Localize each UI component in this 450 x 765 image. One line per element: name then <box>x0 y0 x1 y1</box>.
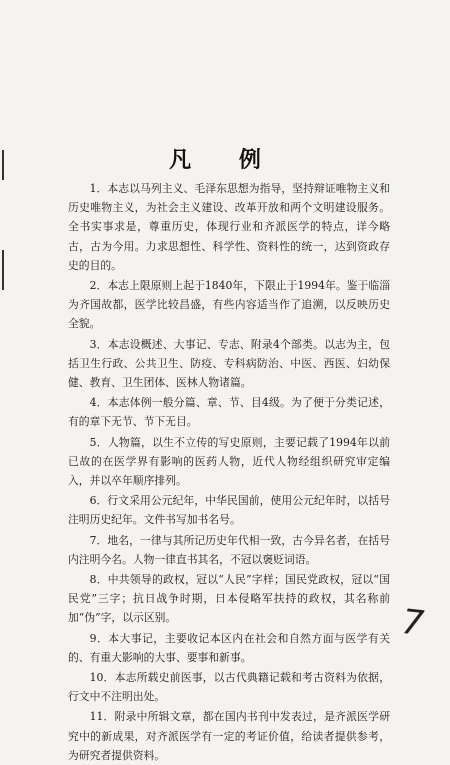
paragraph-6: 6．行文采用公元纪年，中华民国前，使用公元纪年时，以括号注明历史纪年。文件书写加书名号。 <box>68 494 390 527</box>
paragraph-8: 8．中共领导的政权，冠以“人民”字样；国民党政权，冠以“国民党”三字；抗日战争时期，日本侵略军扶持的政权，其名称前加“伪”字，以示区别。 <box>68 573 390 625</box>
paragraph-7: 7．地名，一律与其所记历史年代相一致，古今异名者，在括号内注明今名。人物一律直书其名，不冠以褒贬词语。 <box>68 533 390 566</box>
paragraph-2: 2．本志上限原则上起于1840年，下限止于1994年。鉴于临淄为齐国故都，医学比较昌盛，有些内容适当作了追溯，以反映历史全貌。 <box>68 279 390 331</box>
paragraph-1: 1．本志以马列主义、毛泽东思想为指导，坚持辩证唯物主义和历史唯物主义，为社会主义建设、改革开放和两个文明建设服务。全书实事求是，尊重历史，体现行业和齐派医学的特点，详今略古，古为今用。力求思想性、科学性、资料性的统一，达到资政存史的目的。 <box>68 182 390 272</box>
page-number: 7 <box>400 601 427 645</box>
body-text <box>68 179 390 765</box>
paragraph-9: 9．本大事记，主要收记本区内在社会和自然方面与医学有关的、有重大影响的大事、要事和新事。 <box>68 631 390 664</box>
paragraph-11: 11．附录中所辑文章，都在国内书刊中发表过，是齐派医学研究中的新成果，对齐派医学有一定的考证价值，给读者提供参考，为研究者提供资料。 <box>68 710 390 762</box>
paragraph-3: 3．本志设概述、大事记、专志、附录4个部类。以志为主，包括卫生行政、公共卫生、防疫、专科病防治、中医、西医、妇幼保健、教育、卫生团体、医林人物诸篇。 <box>68 337 390 390</box>
margin-mark <box>2 250 4 290</box>
paragraph-10: 10．本志所载史前医事，以古代典籍记载和考古资料为依据，行文中不注明出处。 <box>68 671 390 704</box>
paragraph-4: 4．本志体例一般分篇、章、节、目4级。为了便于分类记述，有的章下无节、节下无目。 <box>68 396 390 429</box>
paragraph-5: 5．人物篇，以生不立传的写史原则，主要记载了1994年以前已故的在医学界有影响的医药人物，近代人物经组织研究审定编入，并以卒年顺序排列。 <box>68 435 390 488</box>
page-title: 凡 例 <box>169 147 281 173</box>
